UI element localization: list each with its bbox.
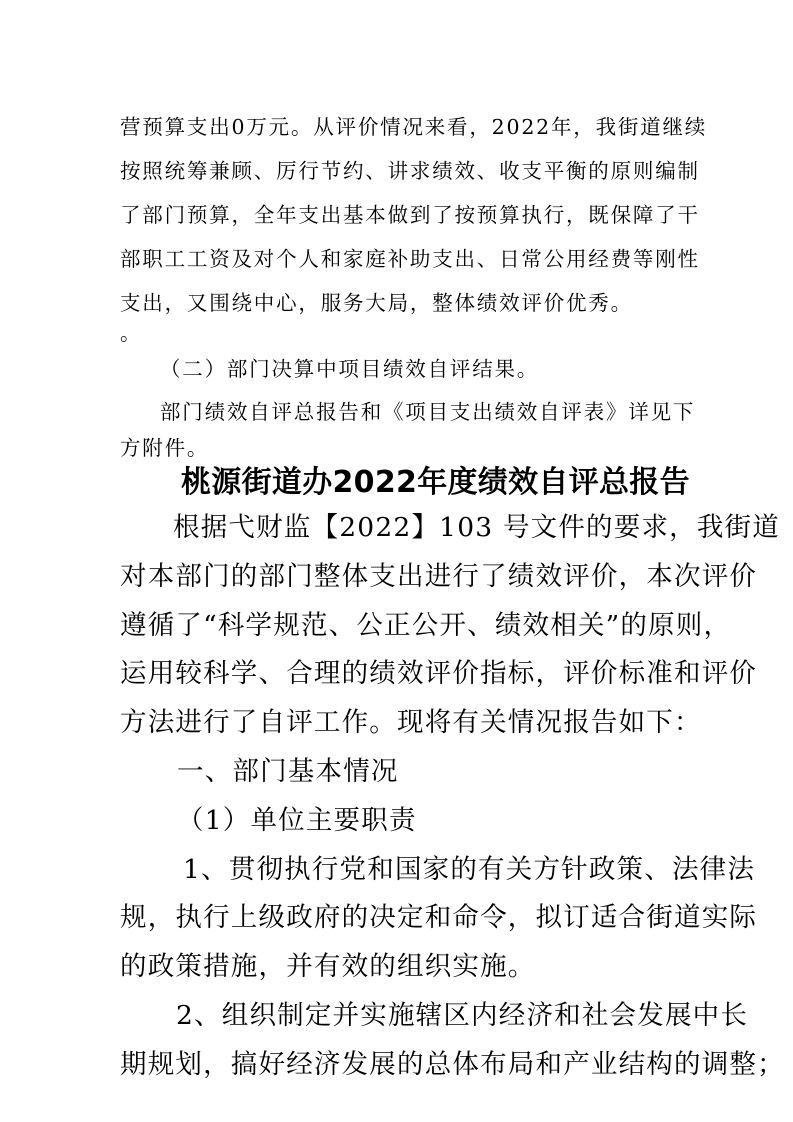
body-line: 遵循了“科学规范、公正公开、绩效相关”的原则， bbox=[120, 610, 732, 641]
stray-punctuation: 。 bbox=[120, 321, 143, 345]
body-line: 规，执行上级政府的决定和命令，拟订适合街道实际 bbox=[120, 902, 758, 933]
body-line: 的政策措施，并有效的组织实施。 bbox=[120, 951, 536, 982]
section-heading: 一、部门基本情况 bbox=[177, 756, 399, 787]
text-line: 营预算支出0万元。从评价情况来看，2022年，我街道继续 bbox=[120, 115, 708, 139]
body-line: 期规划，搞好经济发展的总体布局和产业结构的调整； bbox=[120, 1049, 785, 1080]
body-line: 对本部门的部门整体支出进行了绩效评价，本次评价 bbox=[120, 561, 758, 592]
body-line: 根据弋财监【2022】103 号文件的要求，我街道 bbox=[173, 512, 780, 543]
body-line: 运用较科学、合理的绩效评价指标，评价标准和评价 bbox=[120, 658, 758, 689]
text-line: 按照统筹兼顾、厉行节约、讲求绩效、收支平衡的原则编制 bbox=[120, 159, 700, 183]
text-line: 了部门预算，全年支出基本做到了按预算执行，既保障了干 bbox=[120, 203, 700, 227]
section-heading: （二）部门决算中项目绩效自评结果。 bbox=[160, 357, 540, 381]
text-line: 方附件。 bbox=[120, 436, 210, 460]
body-line: 2、组织制定并实施辖区内经济和社会发展中长 bbox=[176, 1000, 749, 1031]
text-line: 部门绩效自评总报告和《项目支出绩效自评表》详见下 bbox=[160, 400, 696, 424]
body-line: 方法进行了自评工作。现将有关情况报告如下： bbox=[120, 707, 702, 738]
subsection-heading: （1）单位主要职责 bbox=[177, 805, 417, 836]
text-line: 部职工工资及对个人和家庭补助支出、日常公用经费等刚性 bbox=[120, 247, 700, 271]
report-title: 桃源街道办2022年度绩效自评总报告 bbox=[181, 465, 690, 500]
text-line: 支出，又围绕中心，服务大局，整体绩效评价优秀。 bbox=[120, 291, 633, 315]
body-line: 1、贯彻执行党和国家的有关方针政策、法律法 bbox=[183, 854, 756, 885]
